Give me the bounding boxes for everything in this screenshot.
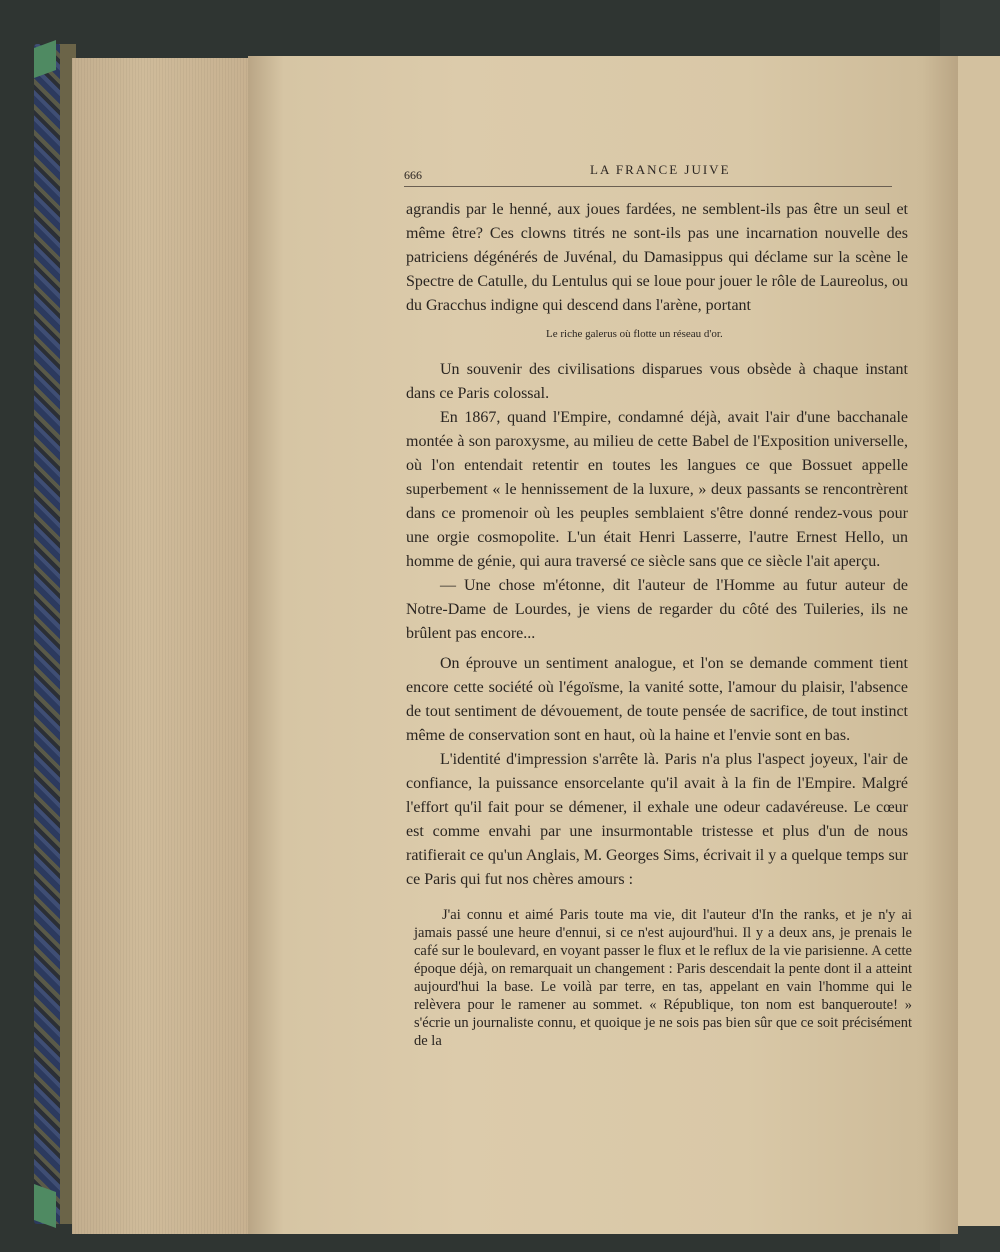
cover-corner-bottom [34, 1184, 56, 1228]
running-header [404, 162, 892, 187]
verse-quote: Le riche galerus où flotte un réseau d'or. [546, 328, 723, 340]
facing-page-edge [958, 56, 1000, 1226]
paragraph-5: On éprouve un sentiment analogue, et l'on se demande comment tient encore cette société où l'égoïsme, la vanité sotte, l'amour du plaisir, l'absence de tout sentiment de dévouement, de toute pensée de sacrifice, de tout instinct même de conservation sont en haut, où la haine et l'envie sont en bas. [406, 655, 908, 744]
paragraph-1: agrandis par le henné, aux joues fardées, ne semblent-ils pas être un seul et même être? Ces clowns titrés ne sont-ils pas une incarnation nouvelle des patriciens dégénérés de Juvénal, du Damasippus qui déclame sur la scène le Spectre de Catulle, du Lentulus qui se loue pour jouer le rôle de Laureolus, ou du Gracchus indigne qui descend dans l'arène, portant [406, 201, 908, 314]
paragraph-3: En 1867, quand l'Empire, condamné déjà, avait l'air d'une bacchanale montée à son paroxysme, au milieu de cette Babel de l'Exposition universelle, où l'on entendait retentir en toutes les langues ce que Bossuet appelle superbement « le hennissement de la luxure, » deux passants se rencontrèrent dans ce promenoir où les peuples semblaient s'être donné rendez-vous pour une orgie cosmopolite. L'un était Henri Lasserre, l'autre Ernest Hello, un homme de génie, qui aura traversé ce siècle sans que ce siècle l'ait aperçu. [406, 409, 908, 570]
page-block-edge [72, 58, 252, 1234]
page-number: 666 [404, 168, 422, 182]
paragraph-6: L'identité d'impression s'arrête là. Paris n'a plus l'aspect joyeux, l'air de confiance, la puissance ensorcelante qu'il avait à la fin de l'Empire. Malgré l'effort qu'il fait pour se démener, il exhale une odeur cadavéreuse. Le cœur est comme envahi par une insurmontable tristesse et plus d'un de nous ratifierait ce qu'un Anglais, M. Georges Sims, écrivait il y a quelque temps sur ce Paris qui fut nos chères amours : [406, 751, 908, 888]
running-title: LA FRANCE JUIVE [590, 162, 731, 177]
paragraph-2: Un souvenir des civilisations disparues vous obsède à chaque instant dans ce Paris colossal. [406, 361, 908, 402]
quoted-passage: J'ai connu et aimé Paris toute ma vie, dit l'auteur d'In the ranks, et je n'y ai jamais passé une heure d'ennui, si ce n'est aujourd'hui. Il y a deux ans, je prenais le café sur le boulevard, en voyant passer le flux et le reflux de la vie parisienne. A cette époque déjà, on remarquait un changement : Paris descendait la pente dont il a atteint aujourd'hui la base. Le voilà par terre, en tas, appelant en vain l'homme qui le relèvera pour le ramener au sommet. « République, ton nom est banqueroute! » s'écrie un journaliste connu, et quoique je ne sois pas bien sûr que ce soit précisément de la [414, 907, 912, 1049]
paragraph-4: — Une chose m'étonne, dit l'auteur de l'Homme au futur auteur de Notre-Dame de Lourdes, je viens de regarder du côté des Tuileries, ils ne brûlent pas encore... [406, 577, 908, 642]
